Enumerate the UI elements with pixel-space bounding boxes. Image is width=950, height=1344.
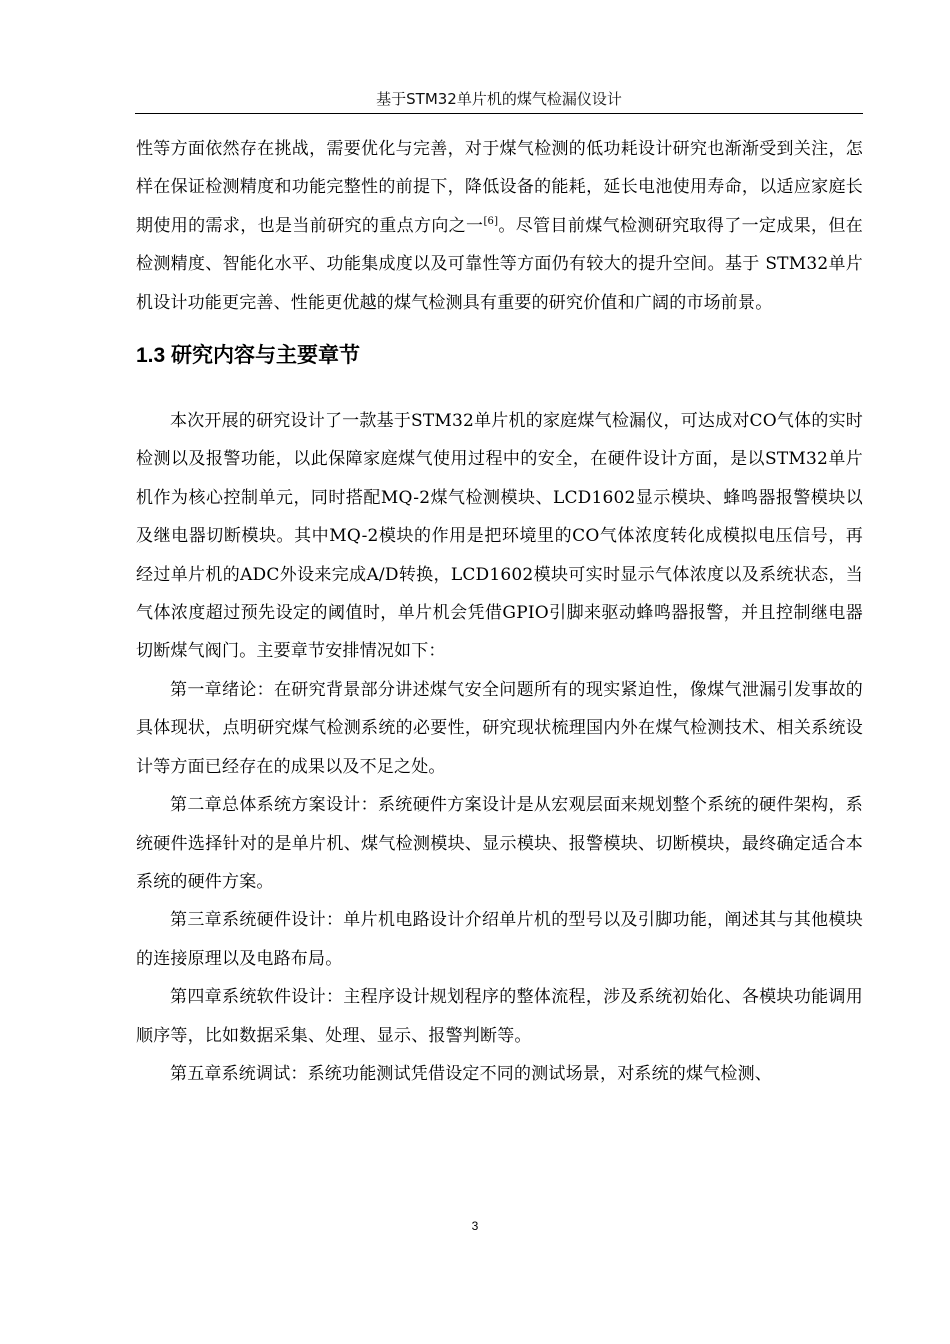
intro-text-part2: 。尽管目前煤气检测研究取得了一定成果，但在检测精度、智能化水平、功能集成度以及可靠性等方面仍有较大的提升空间。基于 STM32单片机设计功能更完善、性能更优越的煤气检测具有重要的研究价值和广阔的市场前景。 [136, 215, 864, 313]
intro-text-part1: 性等方面依然存在挑战，需要优化与完善，对于煤气检测的低功耗设计研究也渐渐受到关注，怎样在保证检测精度和功能完整性的前提下，降低设备的能耗，延长电池使用寿命，以适应家庭长期使用的需求，也是当前研究的重点方向之一 [136, 139, 863, 236]
chapter-1-paragraph: 第一章绪论：在研究背景部分讲述煤气安全问题所有的现实紧迫性，像煤气泄漏引发事故的具体现状，点明研究煤气检测系统的必要性，研究现状梳理国内外在煤气检测技术、相关系统设计等方面已经存在的成果以及不足之处。 [136, 679, 863, 777]
header-rule [135, 113, 863, 114]
body-text [136, 130, 863, 1093]
citation-marker: [6] [483, 215, 499, 227]
chapter-3-paragraph: 第三章系统硬件设计：单片机电路设计介绍单片机的型号以及引脚功能，阐述其与其他模块的连接原理以及电路布局。 [136, 910, 863, 969]
running-header: 基于STM32单片机的煤气检漏仪设计 [376, 90, 622, 108]
chapter-5-paragraph: 第五章系统调试：系统功能测试凭借设定不同的测试场景，对系统的煤气检测、 [170, 1063, 772, 1084]
page-number: 3 [471, 1219, 479, 1233]
research-content-paragraph: 本次开展的研究设计了一款基于STM32单片机的家庭煤气检漏仪，可达成对CO气体的实时检测以及报警功能，以此保障家庭煤气使用过程中的安全，在硬件设计方面，是以STM32单片机作为核心控制单元，同时搭配MQ-2煤气检测模块、LCD1602显示模块、蜂鸣器报警模块以及继电器切断模块。其中MQ-2模块的作用是把环境里的CO气体浓度转化成模拟电压信号，再经过单片机的ADC外设来完成A/D转换，LCD1602模块可实时显示气体浓度以及系统状态，当气体浓度超过预先设定的阈值时，单片机会凭借GPIO引脚来驱动蜂鸣器报警，并且控制继电器切断煤气阀门。主要章节安排情况如下： [136, 411, 863, 662]
chapter-4-paragraph: 第四章系统软件设计：主程序设计规划程序的整体流程，涉及系统初始化、各模块功能调用顺序等，比如数据采集、处理、显示、报警判断等。 [136, 987, 863, 1046]
chapter-2-paragraph: 第二章总体系统方案设计：系统硬件方案设计是从宏观层面来规划整个系统的硬件架构，系统硬件选择针对的是单片机、煤气检测模块、显示模块、报警模块、切断模块，最终确定适合本系统的硬件方案。 [136, 795, 863, 892]
intro-paragraph [136, 130, 863, 322]
section-heading: 1.3 研究内容与主要章节 [136, 344, 361, 368]
